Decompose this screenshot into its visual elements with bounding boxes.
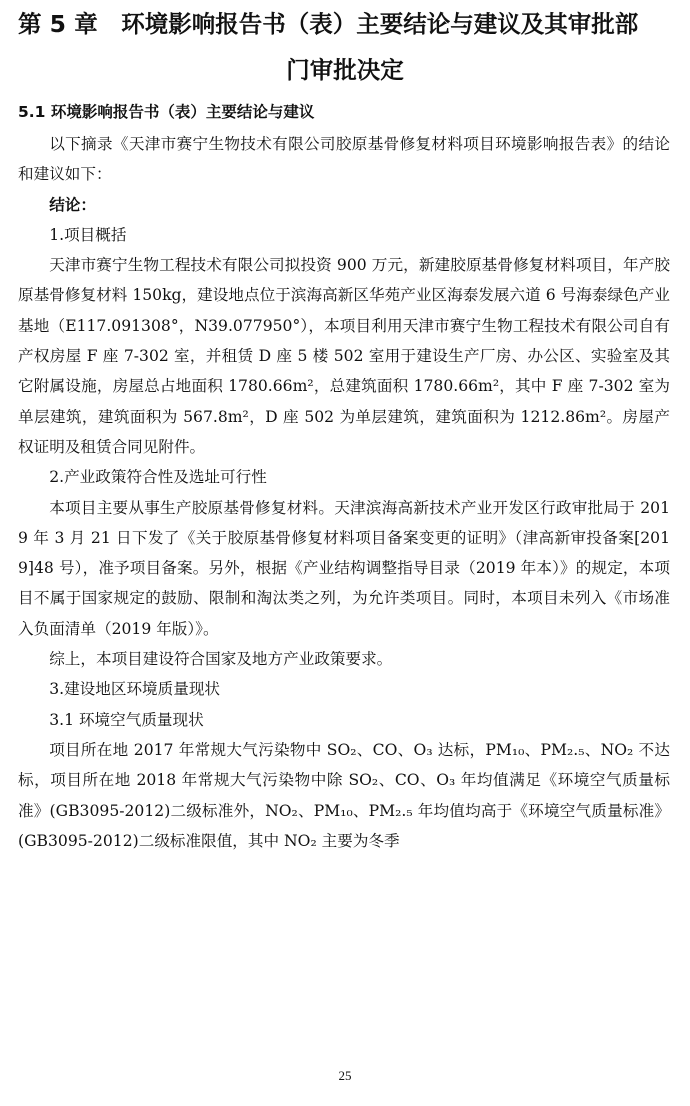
body-text — [18, 129, 670, 856]
subheading-air-quality: 3.1 环境空气质量现状 — [49, 710, 204, 729]
chapter-title-line2: 门审批决定 — [286, 56, 404, 84]
paragraph-industrial-policy: 本项目主要从事生产胶原基骨修复材料。天津滨海高新技术产业开发区行政审批局于 2019 年 3 月 21 日下发了《关于胶原基骨修复材料项目备案变更的证明》（津高新审投备案[2019]48 号），准予项目备案。另外，根据《产业结构调整指导目录（2019 年本）》的规定，本项目不属于国家规定的鼓励、限制和淘汰类之列，为允许类项目。同时，本项目未列入《市场准入负面清单（2019 年版）》。 — [18, 498, 670, 638]
paragraph-policy-summary: 综上，本项目建设符合国家及地方产业政策要求。 — [49, 650, 393, 669]
subheading-environment-quality: 3.建设地区环境质量现状 — [49, 680, 221, 699]
subheading-industrial-policy: 2.产业政策符合性及选址可行性 — [49, 468, 267, 487]
paragraph-air-quality: 项目所在地 2017 年常规大气污染物中 SO₂、CO、O₃ 达标，PM₁₀、PM₂.₅、NO₂ 不达标，项目所在地 2018 年常规大气污染物中除 SO₂、CO、O₃ 年均值满足《环境空气质量标准》(GB3095-2012)二级标准外，NO₂、PM₁₀、PM₂.₅ 年均值均高于《环境空气质量标准》(GB3095-2012)二级标准限值，其中 NO₂ 主要为冬季 — [18, 740, 670, 850]
conclusion-heading: 结论： — [49, 195, 96, 214]
paragraph-project-overview: 天津市赛宁生物工程技术有限公司拟投资 900 万元，新建胶原基骨修复材料项目，年产胶原基骨修复材料 150kg，建设地点位于滨海高新区华苑产业区海泰发展六道 6 号海泰绿色产业基地（E117.091308°，N39.077950°），本项目利用天津市赛宁生物工程技术有限公司自有产权房屋 F 座 7-302 室，并租赁 D 座 5 楼 502 室用于建设生产厂房、办公区、实验室及其它附属设施，房屋总占地面积 1780.66m²，总建筑面积 1780.66m²，其中 F 座 7-302 室为单层建筑，建筑面积为 567.8m²，D 座 502 为单层建筑，建筑面积为 1212.86m²。房屋产权证明及租赁合同见附件。 — [18, 256, 670, 456]
section-heading: 5.1 环境影响报告书（表）主要结论与建议 — [18, 103, 315, 121]
chapter-title-line1: 第 5 章 环境影响报告书（表）主要结论与建议及其审批部 — [18, 10, 639, 38]
subheading-project-overview: 1.项目概括 — [49, 225, 127, 244]
paragraph-intro: 以下摘录《天津市赛宁生物技术有限公司胶原基骨修复材料项目环境影响报告表》的结论和建议如下： — [18, 135, 670, 184]
page-number: 25 — [338, 1068, 352, 1083]
